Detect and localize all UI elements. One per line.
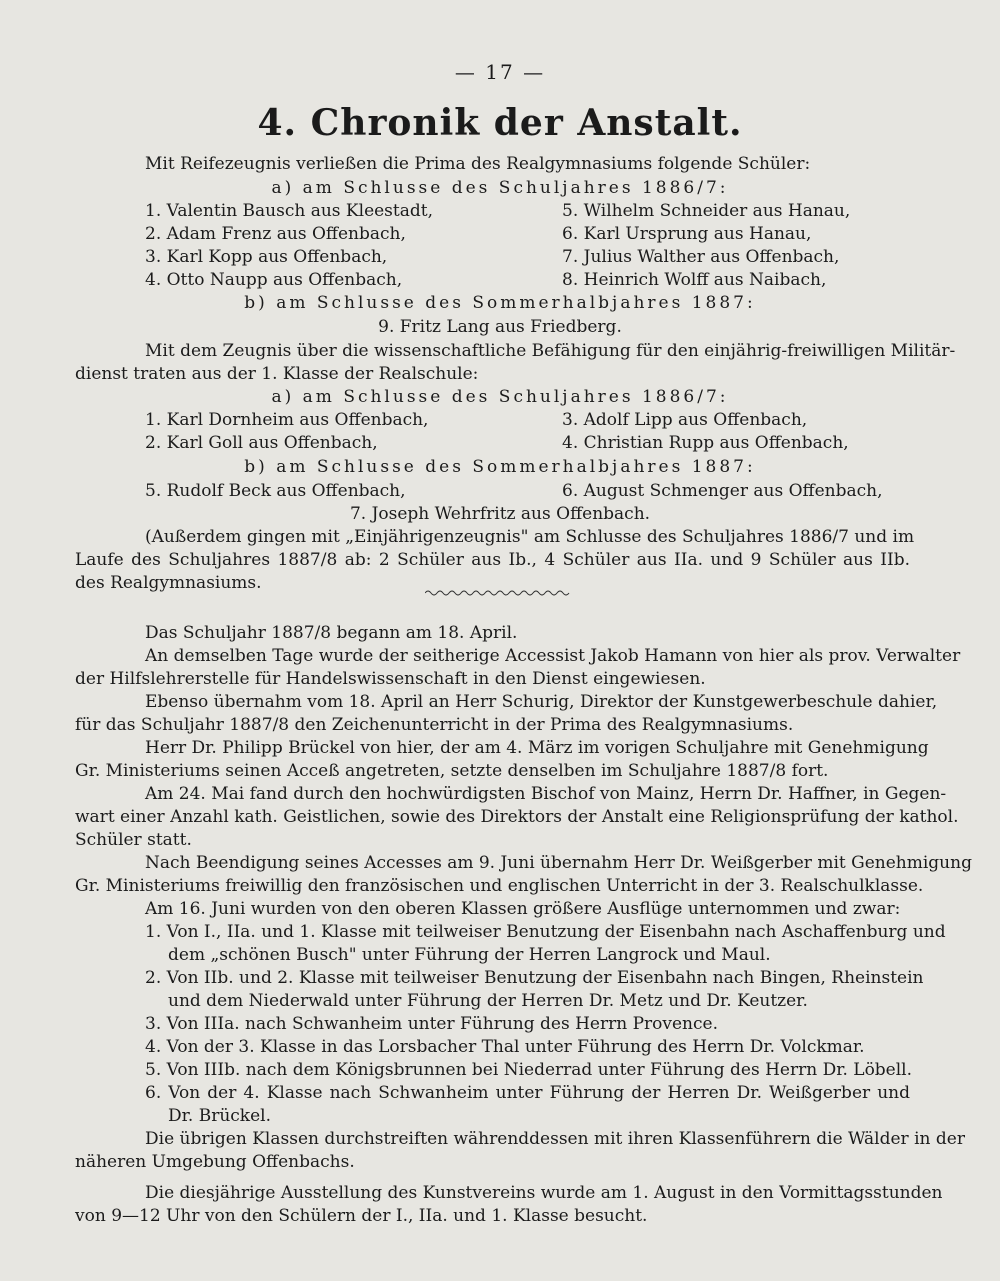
chronik-paragraph: näheren Umgebung Offenbachs. [75,1152,355,1172]
list-item: 4. Christian Rupp aus Offenbach, [562,433,849,453]
chronik-paragraph: Herr Dr. Philipp Brückel von hier, der am 4. März im vorigen Schuljahre mit Genehmigung [145,738,929,758]
list-item: 1. Karl Dornheim aus Offenbach, [145,410,429,430]
chronik-paragraph: Die diesjährige Ausstellung des Kunstvereins wurde am 1. August in den Vormittagsstunden [145,1183,943,1203]
list-item: 7. Julius Walther aus Offenbach, [562,247,840,267]
list-item: 8. Heinrich Wolff aus Naibach, [562,270,827,290]
list-item: 3. Karl Kopp aus Offenbach, [145,247,388,267]
chronik-paragraph: wart einer Anzahl kath. Geistlichen, sowie des Direktors der Anstalt eine Religionsprüfung der kathol. [75,807,959,827]
chronik-paragraph: Gr. Ministeriums freiwillig den französischen und englischen Unterricht in der 3. Realschulklasse. [75,876,924,896]
chronik-paragraph: für das Schuljahr 1887/8 den Zeichenunterricht in der Prima des Realgymnasiums. [75,715,794,735]
page-title: 4. Chronik der Anstalt. [257,102,743,144]
excursion-item: 1. Von I., IIa. und 1. Klasse mit teilweiser Benutzung der Eisenbahn nach Aschaffenburg und [145,922,946,942]
chronik-paragraph: Am 16. Juni wurden von den oberen Klassen größere Ausflüge unternommen und zwar: [145,899,901,919]
militaer-intro-line-2: dienst traten aus der 1. Klasse der Realschule: [75,364,479,384]
chronik-paragraph: Schüler statt. [75,830,192,850]
militaer-note-line-1: (Außerdem gingen mit „Einjährigenzeugnis" am Schlusse des Schuljahres 1886/7 und im [145,527,915,547]
list-item: 3. Adolf Lipp aus Offenbach, [562,410,808,430]
list-item: 6. August Schmenger aus Offenbach, [562,481,883,501]
militaer-note-line-3: des Realgymnasiums. [75,573,262,593]
excursion-item: 6. Von der 4. Klasse nach Schwanheim unter Führung der Herren Dr. Weißgerber und [145,1083,910,1103]
list-item: 5. Wilhelm Schneider aus Hanau, [562,201,851,221]
chronik-paragraph: Die übrigen Klassen durchstreiften währenddessen mit ihren Klassenführern die Wälder in der [145,1129,965,1149]
excursion-item: dem „schönen Busch" unter Führung der Herren Langrock und Maul. [168,945,771,965]
chronik-paragraph: Das Schuljahr 1887/8 begann am 18. April. [145,623,518,643]
chronik-paragraph: Nach Beendigung seines Accesses am 9. Juni übernahm Herr Dr. Weißgerber mit Genehmigung [145,853,972,873]
wavy-divider [425,588,570,598]
chronik-paragraph: Gr. Ministeriums seinen Acceß angetreten, setzte denselben im Schuljahre 1887/8 fort. [75,761,829,781]
militaer-a-heading: a) am Schlusse des Schuljahres 1886/7: [271,387,729,407]
militaer-intro-line-1: Mit dem Zeugnis über die wissenschaftliche Befähigung für den einjährig-freiwilligen Militär- [145,341,956,361]
excursion-item: 3. Von IIIa. nach Schwanheim unter Führung des Herrn Provence. [145,1014,718,1034]
excursion-item: 4. Von der 3. Klasse in das Lorsbacher Thal unter Führung des Herrn Dr. Volckmar. [145,1037,865,1057]
chronik-paragraph: Ebenso übernahm vom 18. April an Herr Schurig, Direktor der Kunstgewerbeschule dahier, [145,692,938,712]
list-item: 4. Otto Naupp aus Offenbach, [145,270,403,290]
list-item: 6. Karl Ursprung aus Hanau, [562,224,812,244]
reife-intro: Mit Reifezeugnis verließen die Prima des Realgymnasiums folgende Schüler: [145,154,811,174]
excursion-item: Dr. Brückel. [168,1106,271,1126]
list-item: 2. Karl Goll aus Offenbach, [145,433,378,453]
page-number: — 17 — [454,60,546,84]
list-item: 9. Fritz Lang aus Friedberg. [378,317,622,337]
list-item: 7. Joseph Wehrfritz aus Offenbach. [349,504,651,524]
excursion-item: 2. Von IIb. und 2. Klasse mit teilweiser Benutzung der Eisenbahn nach Bingen, Rheinstein [145,968,924,988]
chronik-paragraph: Am 24. Mai fand durch den hochwürdigsten Bischof von Mainz, Herrn Dr. Haffner, in Gegen- [145,784,947,804]
excursion-item: und dem Niederwald unter Führung der Herren Dr. Metz und Dr. Keutzer. [168,991,808,1011]
chronik-paragraph: An demselben Tage wurde der seitherige Accessist Jakob Hamann von hier als prov. Verwalter [145,646,961,666]
reife-a-heading: a) am Schlusse des Schuljahres 1886/7: [271,178,729,198]
reife-b-heading: b) am Schlusse des Sommerhalbjahres 1887: [244,293,756,313]
list-item: 1. Valentin Bausch aus Kleestadt, [145,201,433,221]
list-item: 2. Adam Frenz aus Offenbach, [145,224,406,244]
chronik-paragraph: von 9—12 Uhr von den Schülern der I., IIa. und 1. Klasse besucht. [75,1206,648,1226]
excursion-item: 5. Von IIIb. nach dem Königsbrunnen bei Niederrad unter Führung des Herrn Dr. Löbell. [145,1060,913,1080]
list-item: 5. Rudolf Beck aus Offenbach, [145,481,406,501]
militaer-b-heading: b) am Schlusse des Sommerhalbjahres 1887: [244,457,756,477]
militaer-note-line-2: Laufe des Schuljahres 1887/8 ab: 2 Schüler aus Ib., 4 Schüler aus IIa. und 9 Schüler aus IIb. [75,550,910,570]
chronik-paragraph: der Hilfslehrerstelle für Handelswissenschaft in den Dienst eingewiesen. [75,669,706,689]
